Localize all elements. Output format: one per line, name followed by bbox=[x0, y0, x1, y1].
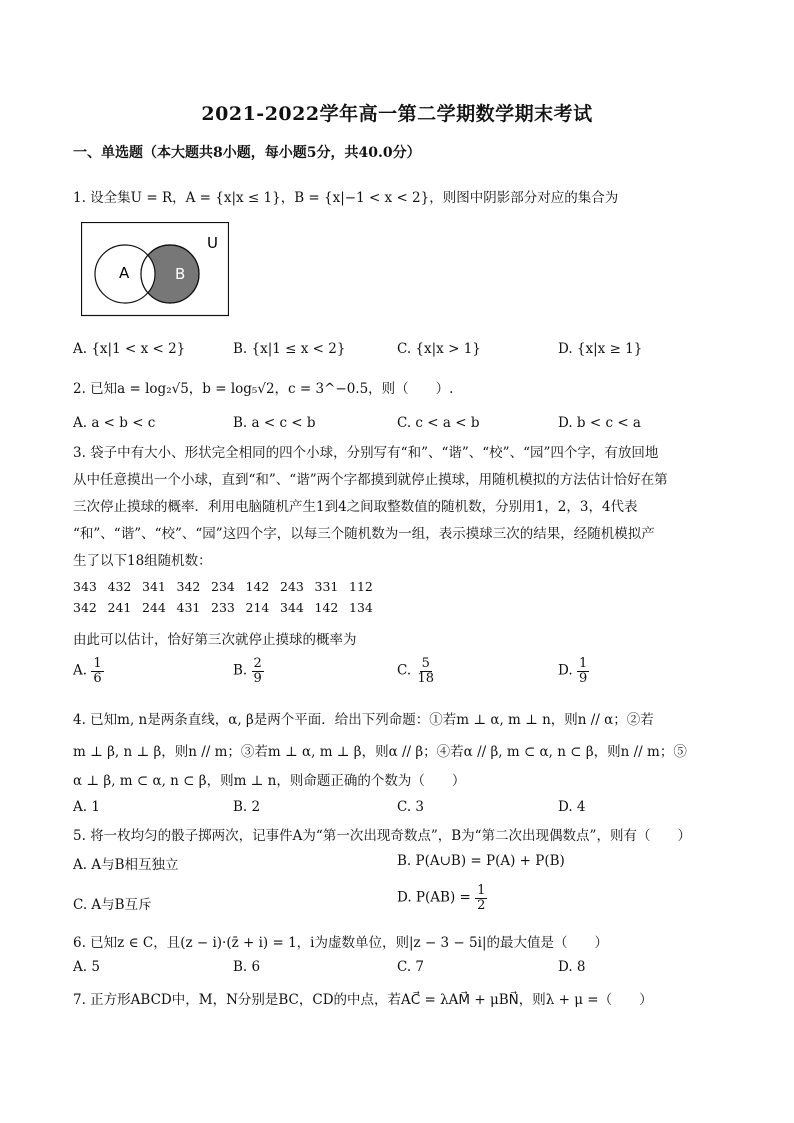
option-label: D. bbox=[558, 662, 573, 679]
random-number: 342 bbox=[73, 600, 97, 615]
random-numbers-row-2 bbox=[73, 600, 384, 615]
fraction: $\frac{1}{6}$ bbox=[93, 656, 102, 686]
q3-option-a bbox=[73, 657, 104, 685]
q2-option-c: C. c < a < b bbox=[397, 415, 480, 431]
random-number: 341 bbox=[142, 579, 166, 594]
q5-option-b: B. P(A∪B) = P(A) + P(B) bbox=[397, 853, 565, 869]
q3-option-d bbox=[558, 657, 589, 685]
q4-line-3: α ⊥ β, m ⊂ α, n ⊂ β，则m ⊥ n，则命题正确的个数为（ ） bbox=[73, 773, 466, 789]
q5-option-c: C. A与B互斥 bbox=[73, 897, 152, 913]
q1-option-b: B. {x|1 ≤ x < 2} bbox=[233, 341, 346, 357]
venn-diagram bbox=[81, 222, 229, 317]
q1-option-a: A. {x|1 < x < 2} bbox=[73, 341, 186, 357]
q7-stem: 7. 正方形ABCD中，M，N分别是BC，CD的中点，若AC⃗ = λAM⃗ + μBN⃗，则λ + μ =（ ） bbox=[73, 992, 653, 1008]
random-number: 432 bbox=[107, 579, 132, 594]
fraction: $\frac{1}{9}$ bbox=[578, 656, 588, 686]
q1-option-c: C. {x|x > 1} bbox=[397, 341, 481, 357]
random-numbers-row-1 bbox=[73, 579, 384, 594]
fraction: $\frac{1}{2}$ bbox=[477, 883, 486, 913]
q3-line-4: “和”、“谐”、“校”、“园”这四个字，以每三个随机数为一组，表示摸球三次的结果，经随机模拟产 bbox=[73, 526, 655, 542]
q1-stem: 1. 设全集U = R，A = {x|x ≤ 1}，B = {x|−1 < x < 2}，则图中阴影部分对应的集合为 bbox=[73, 190, 619, 206]
q3-line-5: 生了以下18组随机数： bbox=[73, 553, 212, 569]
q3-conclusion: 由此可以估计，恰好第三次就停止摸球的概率为 bbox=[73, 632, 357, 648]
label-b: B bbox=[175, 265, 186, 283]
random-number: 244 bbox=[142, 600, 166, 615]
q2-option-a: A. a < b < c bbox=[73, 415, 156, 431]
q4-line-1: 4. 已知m, n是两条直线，α, β是两个平面．给出下列命题：①若m ⊥ α, m ⊥ n，则n // α；②若 bbox=[73, 712, 654, 728]
option-label: C. bbox=[397, 662, 412, 679]
q1-option-d: D. {x|x ≥ 1} bbox=[558, 341, 643, 357]
q4-option-b: B. 2 bbox=[233, 799, 261, 815]
q5-stem: 5. 将一枚均匀的骰子掷两次，记事件A为“第一次出现奇数点”，B为“第二次出现偶数点”，则有（ ） bbox=[73, 828, 691, 844]
q6-stem: 6. 已知z ∈ C，且(z − i)·(z̄ + i) = 1，i为虚数单位，则|z − 3 − 5i|的最大值是（ ） bbox=[73, 935, 608, 951]
q3-line-3: 三次停止摸球的概率．利用电脑随机产生1到4之间取整数值的随机数，分别用1，2，3，4代表 bbox=[73, 499, 638, 515]
option-text: D. P(AB) = bbox=[397, 889, 471, 906]
random-number: 331 bbox=[314, 579, 339, 594]
random-number: 112 bbox=[349, 579, 373, 594]
section-heading: 一、单选题（本大题共8小题，每小题5分，共40.0分） bbox=[73, 145, 421, 161]
random-number: 142 bbox=[314, 600, 339, 615]
q5-option-a: A. A与B相互独立 bbox=[73, 857, 179, 873]
q2-stem: 2. 已知a = log₂√5，b = log₅√2，c = 3^−0.5，则（ ）. bbox=[73, 381, 454, 397]
q6-option-b: B. 6 bbox=[233, 959, 261, 975]
random-number: 233 bbox=[211, 600, 235, 615]
random-number: 243 bbox=[280, 579, 304, 594]
q4-option-c: C. 3 bbox=[397, 799, 425, 815]
random-number: 241 bbox=[107, 600, 132, 615]
q3-line-2: 从中任意摸出一个小球，直到“和”、“谐”两个字都摸到就停止摸球，用随机模拟的方法估计恰好在第 bbox=[73, 472, 668, 488]
q4-option-a: A. 1 bbox=[73, 799, 100, 815]
q2-option-b: B. a < c < b bbox=[233, 415, 316, 431]
page-title: 2021-2022学年高一第二学期数学期末考试 bbox=[201, 103, 593, 125]
random-number: 343 bbox=[73, 579, 97, 594]
q6-option-a: A. 5 bbox=[73, 959, 100, 975]
random-number: 134 bbox=[349, 600, 373, 615]
random-number: 142 bbox=[245, 579, 270, 594]
q4-option-d: D. 4 bbox=[558, 799, 586, 815]
q6-option-c: C. 7 bbox=[397, 959, 425, 975]
q2-option-d: D. b < c < a bbox=[558, 415, 641, 431]
random-number: 214 bbox=[245, 600, 270, 615]
random-number: 234 bbox=[211, 579, 235, 594]
fraction: $\frac{5}{18}$ bbox=[417, 656, 434, 686]
q4-line-2: m ⊥ β, n ⊥ β，则n // m；③若m ⊥ α, m ⊥ β，则α // β；④若α // β, m ⊂ α, n ⊂ β，则n // m；⑤ bbox=[73, 744, 687, 760]
option-label: A. bbox=[73, 662, 88, 679]
option-label: B. bbox=[233, 662, 248, 679]
random-number: 344 bbox=[280, 600, 304, 615]
q3-option-b bbox=[233, 657, 264, 685]
q6-option-d: D. 8 bbox=[558, 959, 586, 975]
random-number: 342 bbox=[176, 579, 201, 594]
label-u: U bbox=[207, 234, 218, 252]
q3-option-c bbox=[397, 657, 436, 685]
label-a: A bbox=[119, 264, 130, 282]
random-number: 431 bbox=[176, 600, 201, 615]
q3-line-1: 3. 袋子中有大小、形状完全相同的四个小球，分别写有“和”、“谐”、“校”、“园”四个字，有放回地 bbox=[73, 445, 659, 461]
fraction: $\frac{2}{9}$ bbox=[253, 656, 262, 686]
q5-option-d bbox=[397, 884, 487, 912]
